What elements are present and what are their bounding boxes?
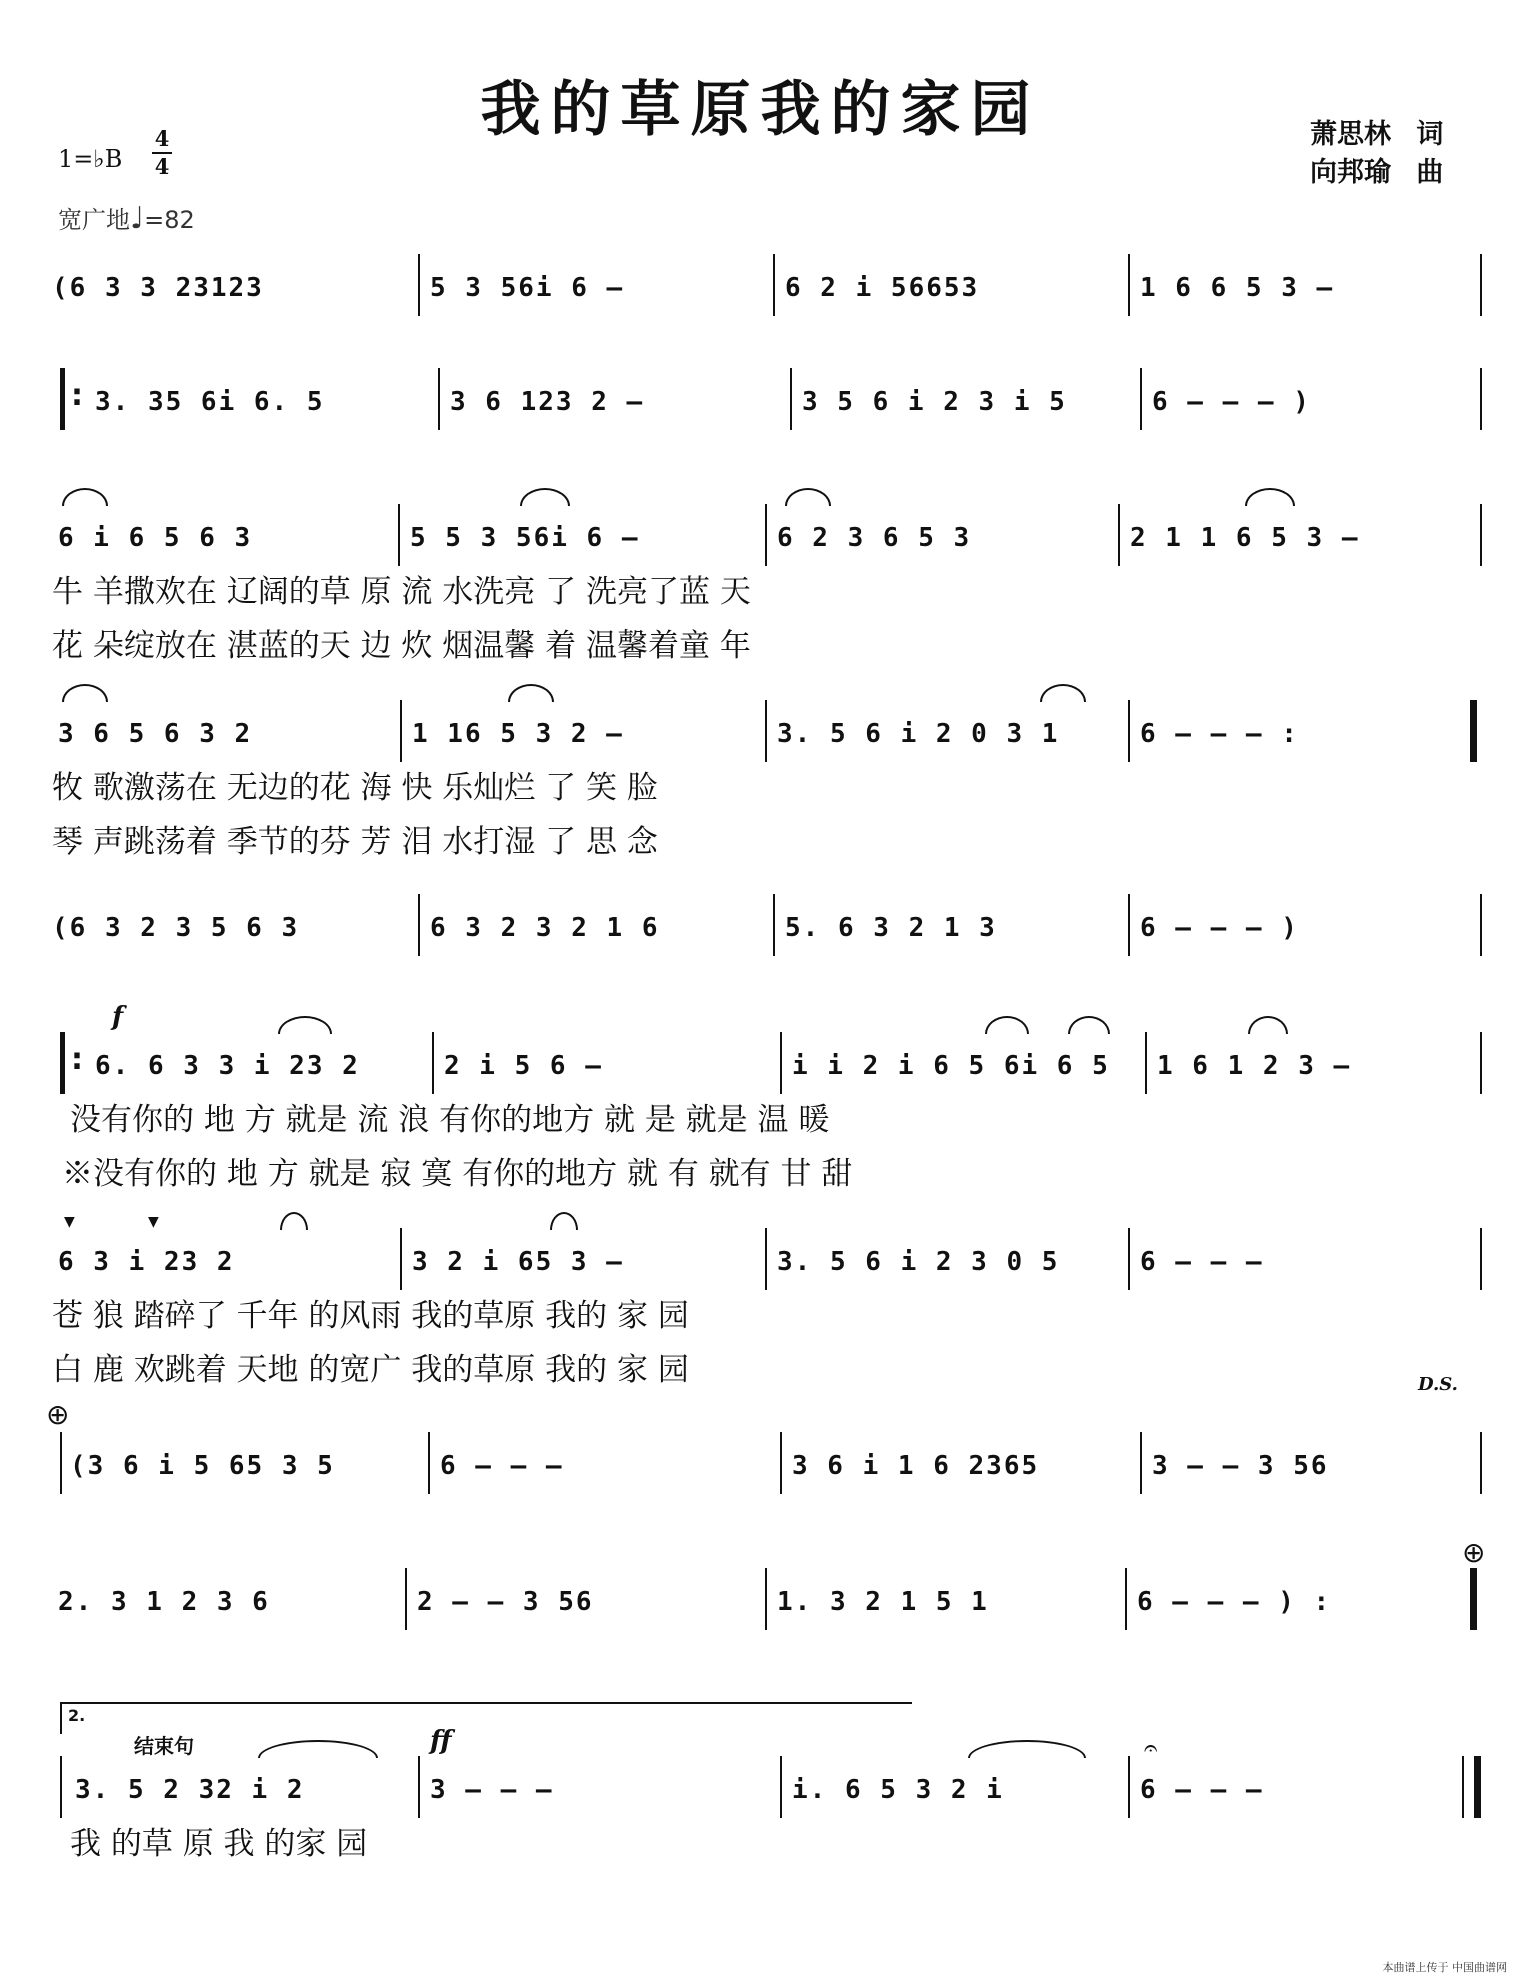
- lyricist-name: 萧思林: [1310, 119, 1391, 150]
- time-signature-top: 4: [154, 126, 170, 151]
- measure: 5 5 3 56i 6 –: [410, 523, 640, 553]
- measure: 5. 6 3 2 1 3: [785, 913, 997, 943]
- barline: [400, 700, 402, 762]
- slur-arc: [550, 1212, 578, 1230]
- lyric-line: 牛 羊撒欢在 辽阔的草 原 流 水洗亮 了 洗亮了蓝 天: [52, 574, 751, 610]
- slur-arc: [785, 488, 831, 506]
- measure: 3 6 123 2 –: [450, 387, 645, 417]
- lyric-line: 白 鹿 欢跳着 天地 的宽广 我的草原 我的 家 园: [52, 1352, 689, 1388]
- slur-arc: [1245, 488, 1295, 506]
- measure: 5 3 56i 6 –: [430, 273, 625, 303]
- accent-mark: ▼: [148, 1214, 159, 1230]
- barline: [1128, 1228, 1130, 1290]
- barline: [1128, 894, 1130, 956]
- barline: [1128, 700, 1130, 762]
- lyric-line: 我 的草 原 我 的家 园: [70, 1826, 368, 1862]
- lyric-line: 琴 声跳荡着 季节的芬 芳 泪 水打湿 了 思 念: [52, 824, 658, 860]
- measure: 2 1 1 6 5 3 –: [1130, 523, 1360, 553]
- barline: [1128, 1756, 1130, 1818]
- barline: [1480, 1432, 1482, 1494]
- measure: 1. 3 2 1 5 1: [777, 1587, 989, 1617]
- composer-credit: [1310, 150, 1443, 189]
- measure: 3 – – –: [430, 1775, 554, 1805]
- measure: 1 16 5 3 2 –: [412, 719, 624, 749]
- barline: [418, 254, 420, 316]
- footer-watermark: 本曲谱上传于 中国曲谱网: [1382, 1961, 1507, 1974]
- slur-arc: [62, 684, 108, 702]
- barline: [773, 254, 775, 316]
- tempo-text: 宽广地: [58, 206, 130, 234]
- volta-number: 2.: [68, 1706, 86, 1725]
- barline: [1462, 1756, 1464, 1818]
- barline: [1125, 1568, 1127, 1630]
- lyric-line: 苍 狼 踏碎了 千年 的风雨 我的草原 我的 家 园: [52, 1298, 689, 1334]
- time-signature: [152, 126, 172, 180]
- slur-arc: [280, 1212, 308, 1230]
- composer-role: 曲: [1416, 157, 1444, 188]
- measure: 6 3 i 23 2: [58, 1247, 235, 1277]
- slur-arc: [1068, 1016, 1110, 1034]
- key-signature: 1=♭B: [58, 145, 123, 173]
- coda-sign-icon: ⊕: [1462, 1536, 1486, 1569]
- measure: 1 6 1 2 3 –: [1157, 1051, 1352, 1081]
- barline: [1145, 1032, 1147, 1094]
- score-title: 我的草原我的家园: [480, 75, 1041, 145]
- barline: [1480, 1032, 1482, 1094]
- slur-arc: [62, 488, 108, 506]
- repeat-end-barline: [1470, 1568, 1477, 1630]
- repeat-start-barline: [60, 1032, 65, 1094]
- measure: 2. 3 1 2 3 6: [58, 1587, 270, 1617]
- barline: [773, 894, 775, 956]
- quarter-note-icon: ♩: [130, 201, 145, 236]
- barline: [60, 1756, 62, 1818]
- slur-arc: [508, 684, 554, 702]
- lyric-line: 牧 歌激荡在 无边的花 海 快 乐灿烂 了 笑 脸: [52, 770, 658, 806]
- measure: 6 – – – ): [1140, 913, 1299, 943]
- ending-label: 结束句: [134, 1734, 194, 1758]
- time-signature-bottom: 4: [152, 152, 172, 180]
- composer-name: 向邦瑜: [1310, 157, 1391, 188]
- measure: 6 – – –: [440, 1451, 564, 1481]
- barline: [428, 1432, 430, 1494]
- measure: 3. 5 6 i 2 0 3 1: [777, 719, 1060, 749]
- barline: [438, 368, 440, 430]
- barline: [765, 700, 767, 762]
- measure: 3 6 5 6 3 2: [58, 719, 253, 749]
- measure: 6 – – –: [1140, 1775, 1264, 1805]
- coda-sign-icon: ⊕: [46, 1398, 70, 1431]
- measure: 6 2 i 56653: [785, 273, 980, 303]
- barline: [418, 1756, 420, 1818]
- barline: [780, 1756, 782, 1818]
- measure: i i 2 i 6 5 6i 6 5: [792, 1051, 1110, 1081]
- measure: 3 5 6 i 2 3 i 5: [802, 387, 1067, 417]
- slur-arc: [258, 1740, 378, 1758]
- measure: 3 2 i 65 3 –: [412, 1247, 624, 1277]
- slur-arc: [1040, 684, 1086, 702]
- tempo-marking: [58, 200, 195, 236]
- repeat-start-barline: [60, 368, 65, 430]
- slur-arc: [1248, 1016, 1288, 1034]
- barline: [1128, 254, 1130, 316]
- repeat-end-barline: [1470, 700, 1477, 762]
- accent-mark: ▼: [64, 1214, 75, 1230]
- slur-arc: [968, 1740, 1086, 1758]
- barline: [60, 1432, 62, 1494]
- barline: [1140, 368, 1142, 430]
- slur-arc: [985, 1016, 1029, 1034]
- barline: [1140, 1432, 1142, 1494]
- barline: [1480, 368, 1482, 430]
- barline: [405, 1568, 407, 1630]
- fermata-icon: 𝄐: [1144, 1734, 1158, 1762]
- measure: 1 6 6 5 3 –: [1140, 273, 1335, 303]
- dynamic-marking: ff: [430, 1726, 452, 1756]
- barline: [418, 894, 420, 956]
- barline: [780, 1032, 782, 1094]
- measure: 6 – – –: [1140, 1247, 1264, 1277]
- measure: 6 2 3 6 5 3: [777, 523, 972, 553]
- measure: 2 – – 3 56: [417, 1587, 594, 1617]
- measure: (3 6 i 5 65 3 5: [70, 1451, 335, 1481]
- dal-segno-marking: D.S.: [1418, 1374, 1458, 1395]
- final-barline: [1474, 1756, 1481, 1818]
- barline: [398, 504, 400, 566]
- barline: [1480, 254, 1482, 316]
- measure: 3 6 i 1 6 2365: [792, 1451, 1040, 1481]
- measure: 6 3 2 3 2 1 6: [430, 913, 660, 943]
- dynamic-marking: f: [112, 1002, 124, 1032]
- barline: [1480, 1228, 1482, 1290]
- measure: 3. 35 6i 6. 5: [95, 387, 325, 417]
- barline: [790, 368, 792, 430]
- measure: (6 3 3 23123: [52, 273, 264, 303]
- measure: 3. 5 2 32 i 2: [75, 1775, 305, 1805]
- measure: 6 – – – :: [1140, 719, 1299, 749]
- barline: [780, 1432, 782, 1494]
- measure: 6 – – – ) :: [1137, 1587, 1332, 1617]
- measure: 2 i 5 6 –: [444, 1051, 603, 1081]
- barline: [1480, 504, 1482, 566]
- measure: 6 – – – ): [1152, 387, 1311, 417]
- measure: 6. 6 3 3 i 23 2: [95, 1051, 360, 1081]
- lyric-line: ※没有你的 地 方 就是 寂 寞 有你的地方 就 有 就有 甘 甜: [62, 1156, 853, 1192]
- lyric-line: 花 朵绽放在 湛蓝的天 边 炊 烟温馨 着 温馨着童 年: [52, 628, 751, 664]
- measure: (6 3 2 3 5 6 3: [52, 913, 300, 943]
- measure: i. 6 5 3 2 i: [792, 1775, 1004, 1805]
- lyric-line: 没有你的 地 方 就是 流 浪 有你的地方 就 是 就是 温 暖: [70, 1102, 830, 1138]
- barline: [765, 504, 767, 566]
- measure: 3. 5 6 i 2 3 0 5: [777, 1247, 1060, 1277]
- tempo-bpm: =82: [144, 206, 195, 234]
- barline: [432, 1032, 434, 1094]
- slur-arc: [520, 488, 570, 506]
- lyricist-role: 词: [1416, 119, 1444, 150]
- lyricist-credit: [1310, 112, 1443, 151]
- barline: [765, 1568, 767, 1630]
- barline: [1118, 504, 1120, 566]
- measure: 6 i 6 5 6 3: [58, 523, 253, 553]
- slur-arc: [278, 1016, 332, 1034]
- barline: [765, 1228, 767, 1290]
- measure: 3 – – 3 56: [1152, 1451, 1329, 1481]
- barline: [400, 1228, 402, 1290]
- barline: [1480, 894, 1482, 956]
